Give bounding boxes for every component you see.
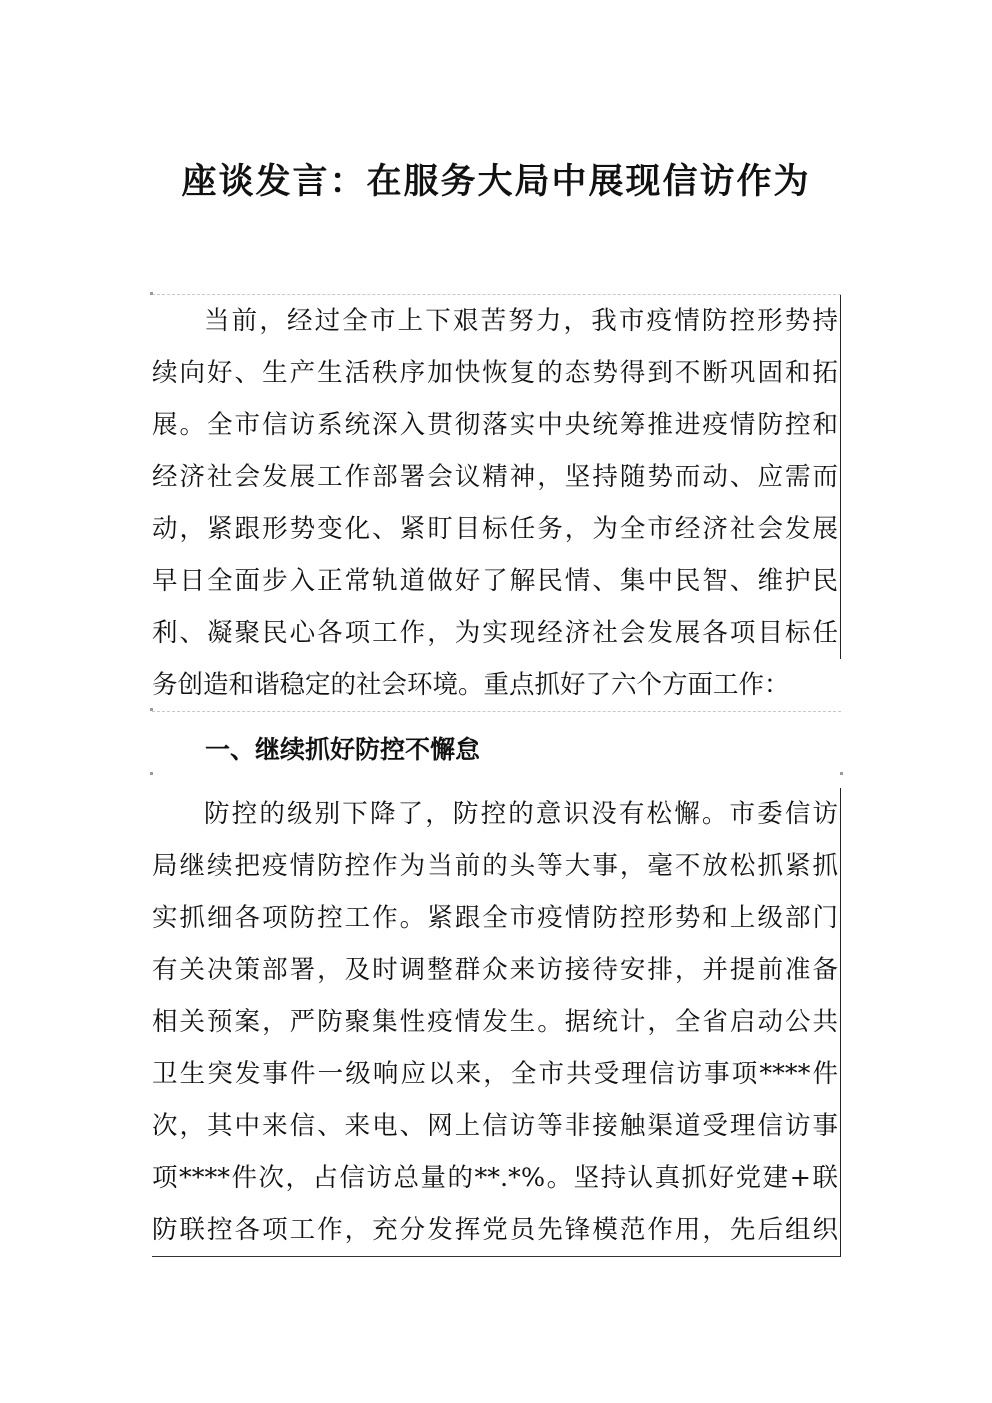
document-title: 座谈发言：在服务大局中展现信访作为	[181, 162, 811, 202]
intro-line: 经济社会发展工作部署会议精神，坚持随势而动、应需而	[152, 451, 841, 503]
section1-line: 项****件次，占信访总量的**.*%。坚持认真抓好党建+联	[152, 1152, 841, 1204]
intro-line: 早日全面步入正常轨道做好了解民情、集中民智、维护民	[152, 555, 841, 607]
section1-line: 实抓细各项防控工作。紧跟全市疫情防控形势和上级部门	[152, 892, 841, 944]
intro-line: 续向好、生产生活秩序加快恢复的态势得到不断巩固和拓	[152, 347, 841, 399]
section1-paragraph	[152, 788, 841, 1257]
section-heading: 一、继续抓好防控不懈怠	[205, 735, 481, 764]
section1-line: 局继续把疫情防控作为当前的头等大事，毫不放松抓紧抓	[152, 840, 841, 892]
section1-line: 有关决策部署，及时调整群众来访接待安排，并提前准备	[152, 944, 841, 996]
margin-mark	[150, 708, 153, 711]
section1-line: 相关预案，严防聚集性疫情发生。据统计，全省启动公共	[152, 996, 841, 1048]
section1-line: 防控的级别下降了，防控的意识没有松懈。市委信访	[152, 788, 841, 840]
section1-line: 卫生突发事件一级响应以来，全市共受理信访事项****件	[152, 1048, 841, 1100]
intro-line: 当前，经过全市上下艰苦努力，我市疫情防控形势持	[152, 295, 841, 347]
section1-line: 防联控各项工作，充分发挥党员先锋模范作用，先后组织	[152, 1204, 841, 1256]
intro-paragraph	[152, 294, 841, 712]
margin-mark	[150, 772, 153, 775]
intro-line: 展。全市信访系统深入贯彻落实中央统筹推进疫情防控和	[152, 399, 841, 451]
intro-line: 利、凝聚民心各项工作，为实现经济社会发展各项目标任	[152, 607, 841, 659]
intro-line: 务创造和谐稳定的社会环境。重点抓好了六个方面工作：	[152, 670, 790, 700]
section1-line: 次，其中来信、来电、网上信访等非接触渠道受理信访事	[152, 1100, 841, 1152]
margin-mark	[840, 772, 843, 775]
margin-mark	[150, 292, 153, 295]
intro-line: 动，紧跟形势变化、紧盯目标任务，为全市经济社会发展	[152, 503, 841, 555]
